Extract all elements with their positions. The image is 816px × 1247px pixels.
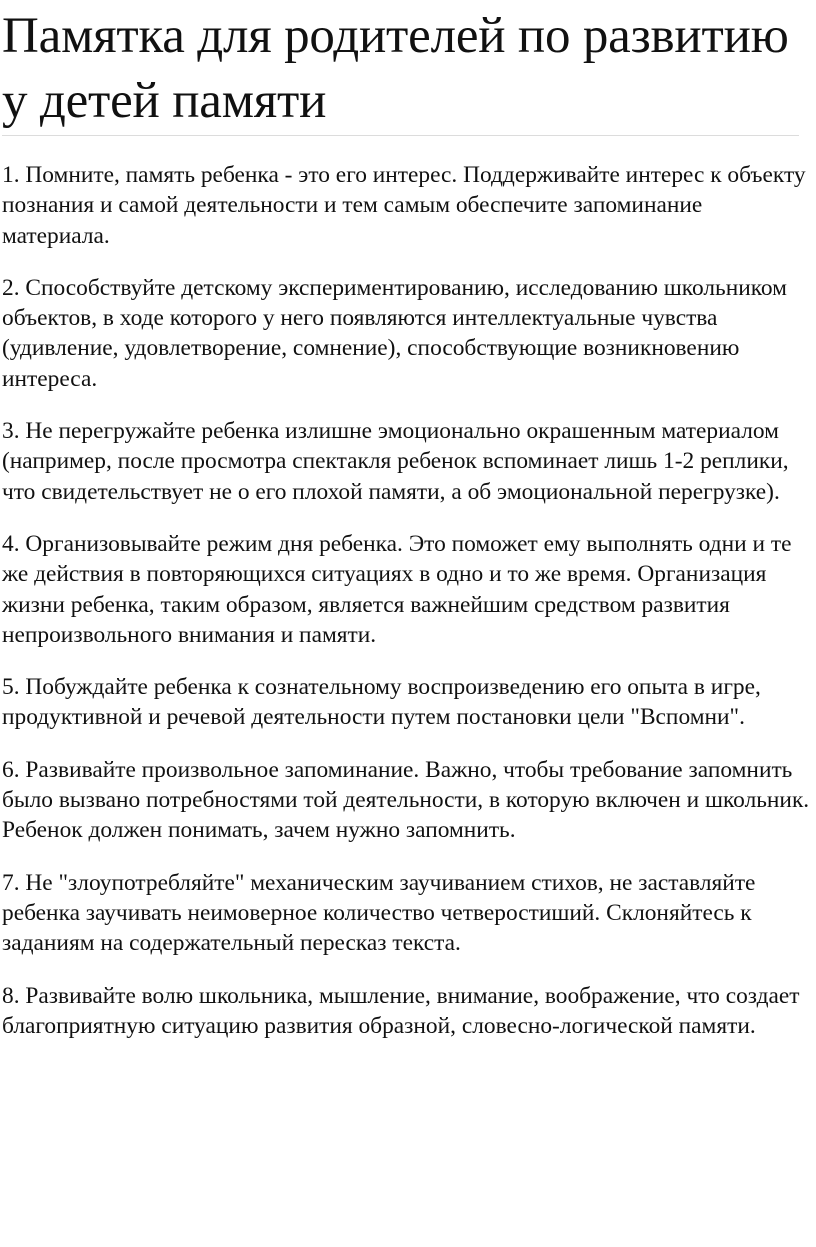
list-item: 2. Способствуйте детскому экспериментированию, исследованию школьником объектов, в ходе которого у него появляются интеллектуальные чувства (удивление, удовлетворение, сомнение), способствующие возникновению интереса. — [2, 274, 787, 392]
page-title: Памятка для родителей по развитию у детей памяти — [2, 8, 789, 129]
list-item: 4. Организовывайте режим дня ребенка. Это поможет ему выполнять одни и те же действия в повторяющихся ситуациях в одно и то же время. Организация жизни ребенка, таким образом, является важнейшим средством развития непроизвольного внимания и памяти. — [2, 530, 792, 648]
list-item: 3. Не перегружайте ребенка излишне эмоционально окрашенным материалом (например, после просмотра спектакля ребенок вспоминает лишь 1-2 реплики, что свидетельствует не о его плохой памяти, а об эмоциональной перегрузке). — [2, 418, 789, 505]
list-item: 6. Развивайте произвольное запоминание. Важно, чтобы требование запомнить было вызвано потребностями той деятельности, в которую включен и школьник. Ребенок должен понимать, зачем нужно запомнить. — [2, 756, 810, 844]
list-item: 7. Не "злоупотребляйте" механическим заучиванием стихов, не заставляйте ребенка заучивать неимоверное количество четверостиший. Склоняйтесь к заданиям на содержательный пересказ текста. — [2, 869, 756, 957]
recommendations-list — [2, 160, 814, 1041]
list-item: 5. Побуждайте ребенка к сознательному воспроизведению его опыта в игре, продуктивной и речевой деятельности путем постановки цели "Вспомни". — [2, 674, 761, 731]
list-item: 1. Помните, память ребенка - это его интерес. Поддерживайте интерес к объекту познания и самой деятельности и тем самым обеспечите запоминание материала. — [2, 162, 806, 249]
title-divider — [2, 135, 799, 136]
list-item: 8. Развивайте волю школьника, мышление, внимание, воображение, что создает благоприятную ситуацию развития образной, словесно-логической памяти. — [2, 982, 800, 1039]
